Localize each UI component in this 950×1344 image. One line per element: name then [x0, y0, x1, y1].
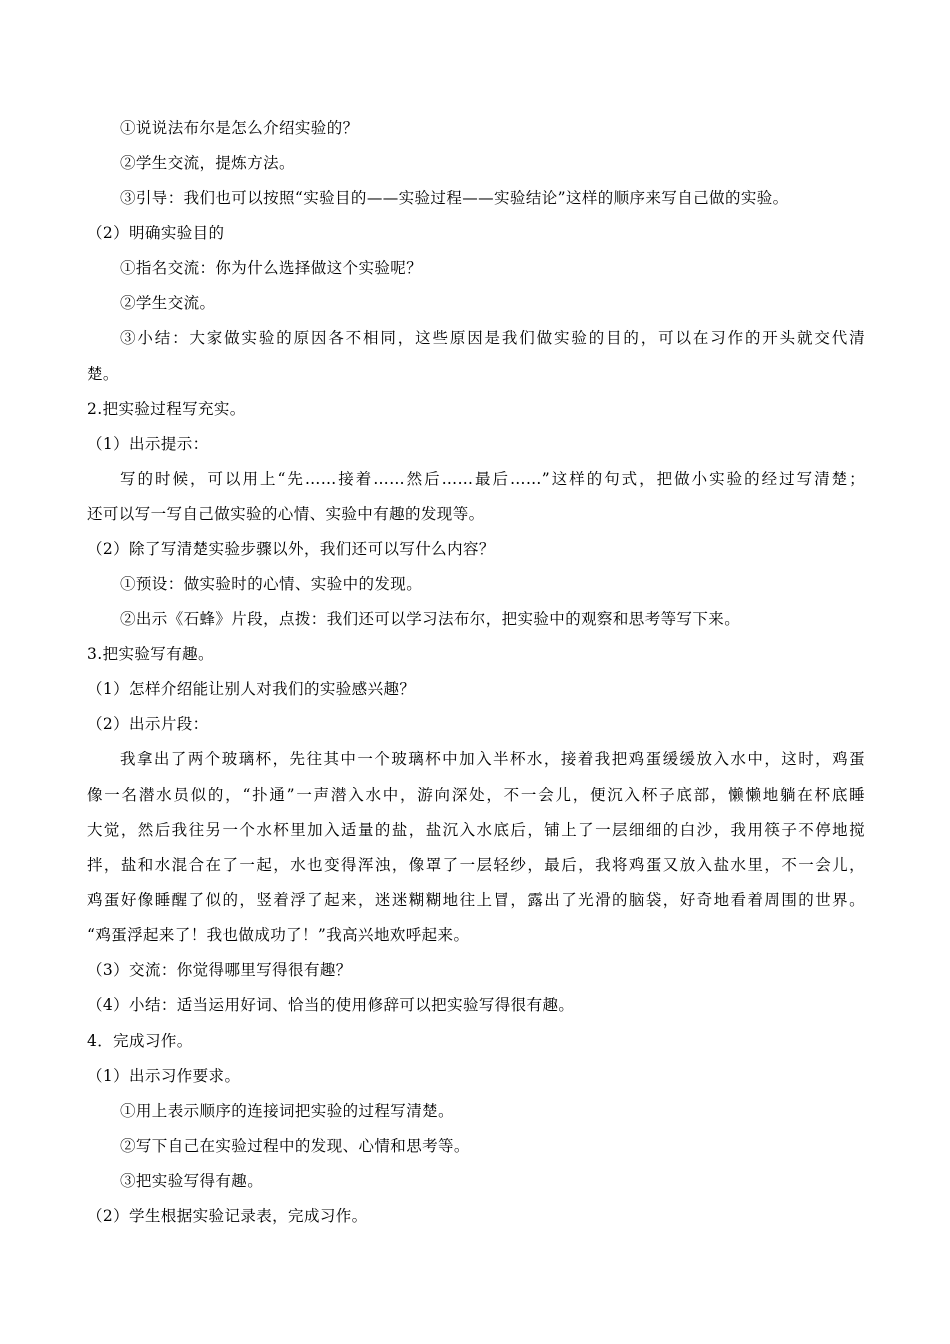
section-heading: （2）出示片段：	[87, 715, 209, 733]
text-line: ①说说法布尔是怎么介绍实验的？	[120, 119, 359, 137]
text-line: ①用上表示顺序的连接词把实验的过程写清楚。	[120, 1102, 454, 1120]
section-heading: 4．完成习作。	[87, 1032, 193, 1050]
text-line: 还可以写一写自己做实验的心情、实验中有趣的发现等。	[87, 505, 485, 523]
text-line: ②学生交流，提炼方法。	[120, 154, 295, 172]
text-line: ②写下自己在实验过程中的发现、心情和思考等。	[120, 1137, 470, 1155]
text-line: ②出示《石蜂》片段，点拨：我们还可以学习法布尔，把实验中的观察和思考等写下来。	[120, 610, 741, 628]
text-line: ①指名交流：你为什么选择做这个实验呢？	[120, 259, 423, 277]
section-heading: 2.把实验过程写充实。	[87, 400, 246, 418]
section-heading: （2）明确实验目的	[87, 224, 225, 242]
text-line: 我拿出了两个玻璃杯，先往其中一个玻璃杯中加入半杯水，接着我把鸡蛋缓缓放入水中，这时，鸡蛋	[120, 750, 865, 768]
section-heading: （2）学生根据实验记录表，完成习作。	[87, 1207, 368, 1225]
text-line: ③引导：我们也可以按照“实验目的——实验过程——实验结论”这样的顺序来写自己做的实验。	[120, 189, 789, 207]
text-line: 楚。	[87, 365, 119, 383]
section-heading: （1）怎样介绍能让别人对我们的实验感兴趣？	[87, 680, 416, 698]
text-line: ①预设：做实验时的心情、实验中的发现。	[120, 575, 423, 593]
text-line: ②学生交流。	[120, 294, 216, 312]
section-heading: 3.把实验写有趣。	[87, 645, 214, 663]
text-line: ③把实验写得有趣。	[120, 1172, 264, 1190]
text-line: 写的时候，可以用上“先……接着……然后……最后……”这样的句式，把做小实验的经过写清楚；	[120, 470, 865, 488]
text-line: 拌，盐和水混合在了一起，水也变得浑浊，像罩了一层轻纱，最后，我将鸡蛋又放入盐水里，不一会儿，	[87, 856, 865, 874]
text-line: 鸡蛋好像睡醒了似的，竖着浮了起来，迷迷糊糊地往上冒，露出了光滑的脑袋，好奇地看着周围的世界。	[87, 891, 865, 909]
text-line: ③小结：大家做实验的原因各不相同，这些原因是我们做实验的目的，可以在习作的开头就交代清	[120, 329, 865, 347]
section-heading: （2）除了写清楚实验步骤以外，我们还可以写什么内容？	[87, 540, 495, 558]
section-heading: （3）交流：你觉得哪里写得很有趣？	[87, 961, 352, 979]
section-heading: （1）出示习作要求。	[87, 1067, 241, 1085]
text-line: 大觉，然后我往另一个水杯里加入适量的盐，盐沉入水底后，铺上了一层细细的白沙，我用筷子不停地搅	[87, 821, 865, 839]
text-line: 像一名潜水员似的，“扑通”一声潜入水中，游向深处，不一会儿，便沉入杯子底部，懒懒地躺在杯底睡	[87, 786, 865, 804]
text-line: “鸡蛋浮起来了！我也做成功了！”我高兴地欢呼起来。	[87, 926, 470, 944]
section-heading: （4）小结：适当运用好词、恰当的使用修辞可以把实验写得很有趣。	[87, 996, 575, 1014]
section-heading: （1）出示提示：	[87, 435, 209, 453]
